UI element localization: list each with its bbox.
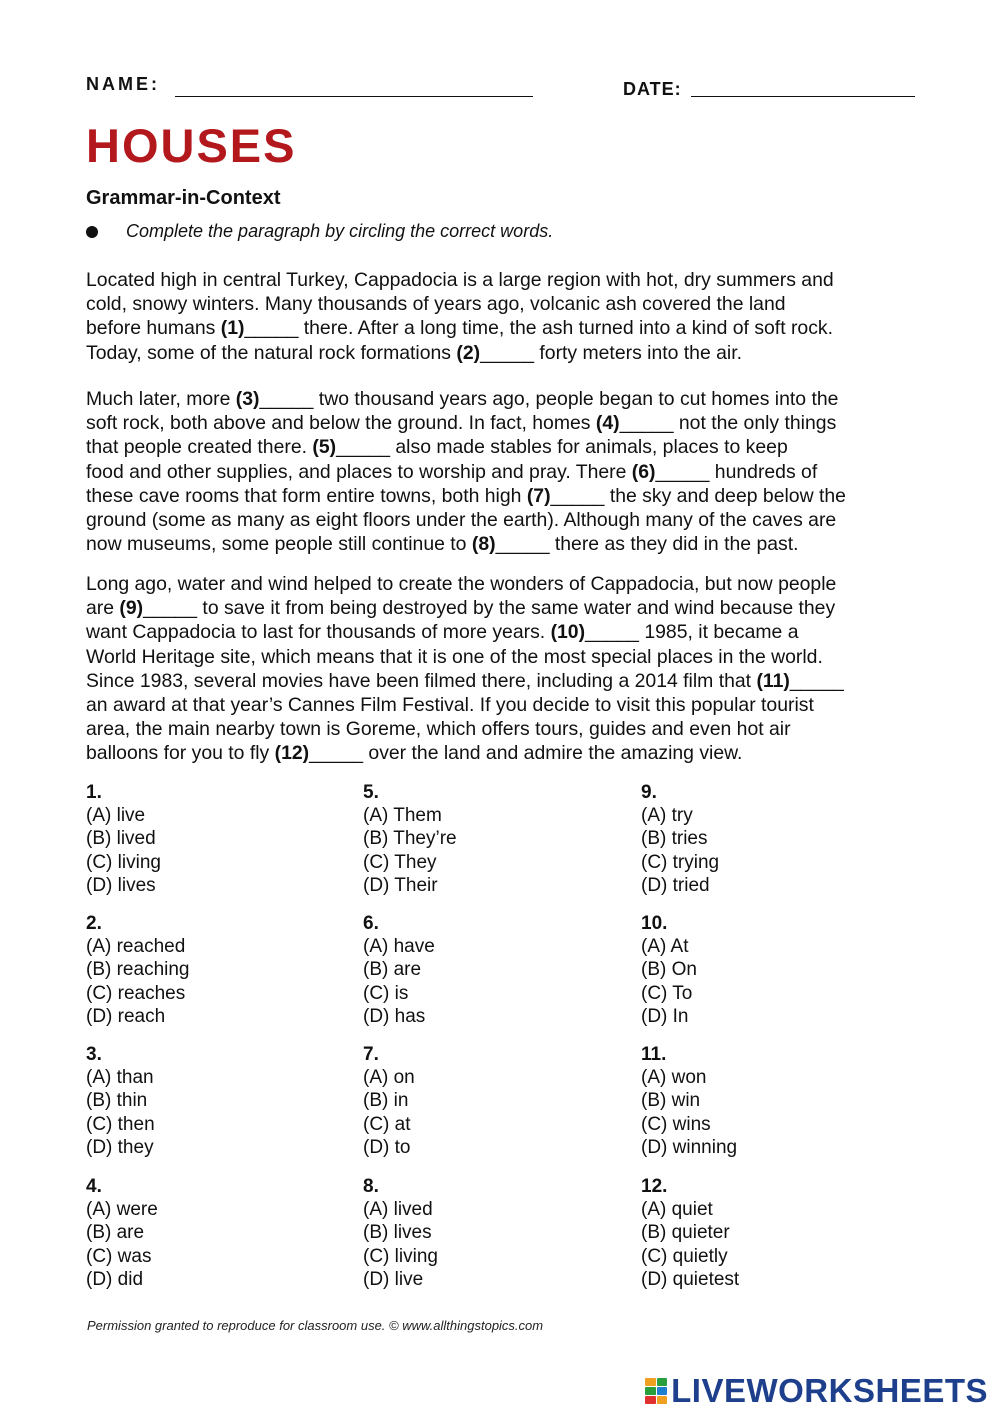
answer-option[interactable]: (A) At [641, 936, 689, 958]
answer-option[interactable]: (C) wins [641, 1113, 711, 1135]
answer-option[interactable]: (A) than [86, 1067, 154, 1089]
liveworksheets-logo-icon [645, 1378, 667, 1404]
answer-option[interactable]: (C) living [86, 851, 161, 873]
paragraph-text: before humans [86, 317, 221, 340]
answer-option[interactable]: (B) win [641, 1090, 701, 1112]
paragraph-text: an award at that year’s Cannes Film Festival. If you decide to visit this popular tourist [86, 694, 814, 717]
paragraph-text: cold, snowy winters. Many thousands of years ago, volcanic ash covered the land [86, 293, 786, 316]
paragraph-1 [86, 268, 916, 365]
question-number: 7. [363, 1044, 379, 1065]
answer-option[interactable]: (D) In [641, 1005, 689, 1027]
paragraph-text: _____ two thousand years ago, people began to cut homes into the [259, 388, 839, 410]
answer-option[interactable]: (D) they [86, 1136, 154, 1158]
paragraph-line [86, 508, 916, 532]
paragraph-2 [86, 387, 916, 556]
blank-number: (5) [312, 436, 337, 459]
answer-option[interactable]: (A) lived [363, 1199, 433, 1221]
name-line[interactable] [175, 96, 533, 97]
answer-option[interactable]: (C) is [363, 982, 409, 1004]
answer-option[interactable]: (B) thin [86, 1090, 148, 1112]
blank-number: (7) [526, 484, 551, 507]
paragraph-text: Today, some of the natural rock formations [86, 341, 457, 364]
paragraph-3 [86, 572, 916, 766]
answer-option[interactable]: (B) lived [86, 828, 156, 850]
question-block [363, 1043, 613, 1159]
answer-option[interactable]: (C) quietly [641, 1245, 728, 1267]
paragraph-line [86, 532, 916, 556]
answer-option[interactable]: (D) did [86, 1268, 144, 1290]
paragraph-text: Much later, more [86, 388, 236, 410]
blank-number: (8) [471, 533, 496, 556]
paragraph-text: _____ to save it from being destroyed by the same water and wind because they [143, 597, 836, 620]
question-block [86, 781, 336, 897]
paragraph-line [86, 596, 916, 620]
answer-option[interactable]: (D) winning [641, 1136, 738, 1158]
answer-option[interactable]: (D) tried [641, 874, 710, 896]
paragraph-text: _____ forty meters into the air. [480, 341, 743, 364]
question-number: 10. [641, 913, 668, 934]
paragraph-text: soft rock, both above and below the ground. In fact, homes [86, 412, 596, 435]
paragraph-line [86, 620, 916, 644]
question-block [86, 912, 336, 1028]
paragraph-line [86, 484, 916, 508]
question-number: 8. [363, 1176, 379, 1197]
answer-option[interactable]: (D) lives [86, 874, 156, 896]
paragraph-text: that people created there. [86, 436, 313, 459]
answer-option[interactable]: (B) are [363, 959, 422, 981]
answer-option[interactable]: (D) reach [86, 1005, 166, 1027]
paragraph-line [86, 460, 916, 484]
brand-text: LIVEWORKSHEETS [671, 1372, 988, 1409]
blank-number: (4) [595, 412, 620, 435]
paragraph-text: Since 1983, several movies have been filmed there, including a 2014 film that [86, 669, 757, 692]
answer-option[interactable]: (B) On [641, 959, 697, 981]
answer-option[interactable]: (C) living [363, 1245, 438, 1267]
brand-logo[interactable] [645, 1372, 988, 1410]
question-block [363, 912, 613, 1028]
paragraph-line [86, 411, 916, 435]
answer-option[interactable]: (A) try [641, 805, 693, 827]
paragraph-text: _____ not the only things [619, 412, 837, 435]
answer-option[interactable]: (A) live [86, 805, 146, 827]
paragraph-text: _____ hundreds of [655, 460, 818, 483]
blank-number: (2) [456, 341, 481, 364]
answer-option[interactable]: (A) on [363, 1067, 415, 1089]
paragraph-text: these cave rooms that form entire towns, both high [86, 484, 527, 507]
footer-permission: Permission granted to reproduce for classroom use. © www.allthingstopics.com [87, 1318, 544, 1333]
paragraph-line [86, 341, 916, 365]
answer-option[interactable]: (C) They [363, 851, 437, 873]
paragraph-text: are [86, 597, 120, 620]
answer-option[interactable]: (B) are [86, 1222, 145, 1244]
paragraph-text: now museums, some people still continue to [86, 533, 472, 556]
paragraph-text: balloons for you to fly [86, 742, 275, 765]
paragraph-text: _____ there. After a long time, the ash turned into a kind of soft rock. [244, 317, 833, 340]
date-line[interactable] [691, 96, 915, 97]
answer-option[interactable]: (D) quietest [641, 1268, 740, 1290]
answer-option[interactable]: (A) reached [86, 936, 186, 958]
answer-option[interactable]: (A) have [363, 936, 435, 958]
question-block [641, 1175, 891, 1291]
question-number: 5. [363, 782, 379, 803]
answer-option[interactable]: (B) quieter [641, 1222, 730, 1244]
name-label: NAME: [86, 74, 160, 94]
paragraph-line [86, 572, 916, 596]
question-number: 4. [86, 1176, 102, 1197]
answer-option[interactable]: (C) trying [641, 851, 720, 873]
question-number: 12. [641, 1176, 668, 1197]
answer-option[interactable]: (A) Them [363, 805, 442, 827]
answer-option[interactable]: (A) were [86, 1199, 158, 1221]
instruction [86, 221, 553, 242]
paragraph-line [86, 669, 916, 693]
blank-number: (3) [235, 388, 260, 410]
question-block [363, 1175, 613, 1291]
paragraph-text: _____ the sky and deep below the [550, 484, 846, 507]
paragraph-line [86, 435, 916, 459]
question-number: 6. [363, 913, 379, 934]
paragraph-text: _____ there as they did in the past. [495, 533, 799, 556]
answer-option[interactable]: (D) has [363, 1005, 426, 1027]
answer-option[interactable]: (A) quiet [641, 1199, 713, 1221]
paragraph-line [86, 268, 916, 292]
paragraph-text: _____ 1985, it became a [585, 621, 799, 644]
page-title: HOUSES [86, 119, 297, 172]
paragraph-line [86, 717, 916, 741]
question-block [86, 1175, 336, 1291]
blank-number: (9) [119, 597, 144, 620]
paragraph-text: _____ over the land and admire the amazing view. [309, 742, 743, 765]
question-number: 9. [641, 782, 657, 803]
paragraph-text: _____ also made stables for animals, places to keep [336, 436, 788, 459]
answer-option[interactable]: (C) To [641, 982, 693, 1004]
question-number: 3. [86, 1044, 102, 1065]
paragraph-line [86, 693, 916, 717]
question-block [641, 912, 891, 1028]
bullet-icon [86, 226, 98, 238]
question-block [641, 781, 891, 897]
instruction-text: Complete the paragraph by circling the correct words. [126, 221, 554, 241]
paragraph-text: ground (some as many as eight floors under the earth). Although many of the caves are [86, 509, 837, 532]
paragraph-text: _____ [789, 669, 844, 692]
paragraph-line [86, 387, 916, 411]
question-block [641, 1043, 891, 1159]
date-label: DATE: [623, 79, 682, 99]
answer-option[interactable]: (D) to [363, 1136, 411, 1158]
answer-option[interactable]: (C) then [86, 1113, 155, 1135]
paragraph-text: World Heritage site, which means that it is one of the most special places in the world. [86, 645, 823, 668]
answer-option[interactable]: (B) in [363, 1090, 409, 1112]
answer-option[interactable]: (C) reaches [86, 982, 186, 1004]
paragraph-text: Long ago, water and wind helped to create the wonders of Cappadocia, but now people [86, 573, 837, 595]
answer-option[interactable]: (C) at [363, 1113, 411, 1135]
blank-number: (6) [631, 460, 656, 483]
paragraph-text: want Cappadocia to last for thousands of more years. [86, 621, 551, 644]
blank-number: (10) [550, 621, 586, 644]
question-block [86, 1043, 336, 1159]
answer-option[interactable]: (A) won [641, 1067, 707, 1089]
answer-option[interactable]: (B) They’re [363, 828, 457, 850]
answer-option[interactable]: (D) Their [363, 874, 438, 896]
section-subtitle: Grammar-in-Context [86, 187, 281, 209]
paragraph-text: area, the main nearby town is Goreme, which offers tours, guides and even hot air [86, 718, 791, 741]
paragraph-text: food and other supplies, and places to worship and pray. There [86, 460, 632, 483]
answer-option[interactable]: (B) lives [363, 1222, 432, 1244]
question-block [363, 781, 613, 897]
blank-number: (1) [220, 317, 245, 340]
paragraph-line [86, 292, 916, 316]
blank-number: (12) [274, 742, 310, 765]
answer-option[interactable]: (C) was [86, 1245, 152, 1267]
answer-option[interactable]: (D) live [363, 1268, 424, 1290]
question-number: 11. [641, 1044, 667, 1065]
answer-option[interactable]: (B) tries [641, 828, 708, 850]
blank-number: (11) [756, 669, 790, 692]
answer-option[interactable]: (B) reaching [86, 959, 190, 981]
paragraph-line [86, 741, 916, 765]
paragraph-text: Located high in central Turkey, Cappadocia is a large region with hot, dry summers and [86, 269, 834, 291]
question-number: 1. [86, 782, 102, 803]
paragraph-line [86, 645, 916, 669]
question-number: 2. [86, 913, 102, 934]
paragraph-line [86, 316, 916, 340]
